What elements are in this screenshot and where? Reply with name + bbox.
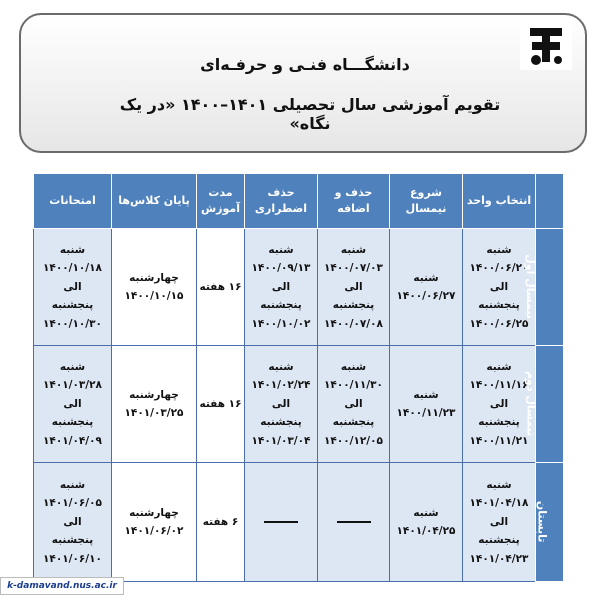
cell-adddrop (318, 463, 390, 582)
col-header-emergency: حذف اضطراری (245, 174, 318, 229)
semester-label-text: نیمسال اول (524, 254, 538, 320)
cell-line: ۱۴۰۰/۱۰/۱۸ (43, 262, 102, 275)
cell-duration (197, 229, 245, 346)
cell-text: ۶ هفته (202, 515, 239, 528)
cell-line: شنبه (340, 361, 367, 374)
cell-line: پنجشنبه (478, 416, 520, 429)
cell-emergency (245, 463, 318, 582)
cell-line: چهارشنبه (129, 506, 179, 519)
cell-duration (197, 463, 245, 582)
cell-line: پنجشنبه (478, 299, 520, 312)
cell-line: شنبه (413, 506, 439, 519)
cell-line: ۱۴۰۱/۰۴/۲۳ (469, 552, 529, 565)
cell-line: پنجشنبه (478, 534, 520, 547)
cell-line: شنبه (486, 479, 512, 492)
cell-line: شنبه (59, 361, 86, 374)
empty-dash (337, 521, 371, 523)
cell-line: ۱۴۰۰/۰۶/۲۵ (469, 317, 529, 330)
cell-line: ۱۴۰۰/۱۱/۲۳ (396, 407, 456, 419)
cell-line: پنجشنبه (332, 416, 375, 429)
cell-line: ۱۴۰۰/۱۱/۳۰ (324, 379, 383, 392)
table-row (34, 463, 564, 582)
cell-line: شنبه (268, 244, 294, 257)
cell-line: ۱۴۰۰/۱۱/۱۶ (469, 379, 529, 392)
cell-line: ۱۴۰۰/۱۰/۱۵ (124, 290, 184, 302)
cell-emergency (245, 229, 318, 346)
cell-line: الی (63, 280, 82, 293)
header-row (34, 174, 564, 229)
cell-line: شنبه (59, 479, 86, 492)
cell-classend (112, 229, 197, 346)
cell-line: الی (271, 280, 291, 293)
cell-line: شنبه (486, 244, 512, 257)
table-body (34, 229, 564, 582)
cell-line: ۱۴۰۱/۰۳/۲۵ (124, 407, 184, 419)
cell-start (390, 229, 463, 346)
academic-calendar-table (33, 173, 564, 582)
cell-line: ۱۴۰۰/۰۶/۲۷ (396, 290, 456, 302)
website-url[interactable]: k-damavand.nus.ac.ir (0, 577, 124, 595)
cell-line: ۱۴۰۰/۰۷/۰۳ (324, 262, 383, 275)
cell-text: ۱۶ هفته (199, 397, 242, 410)
cell-line: ۱۴۰۱/۰۳/۲۸ (43, 379, 102, 392)
cell-start (390, 463, 463, 582)
semester-label-text: تابستان (535, 501, 549, 543)
cell-line: شنبه (413, 271, 439, 284)
semester-label-text: نیمسال دوم (524, 371, 537, 437)
cell-exams (34, 463, 112, 582)
cell-line: پنجشنبه (260, 416, 302, 429)
university-logo-icon (520, 20, 572, 70)
cell-line: پنجشنبه (51, 416, 94, 429)
cell-classend (112, 463, 197, 582)
cell-line: ۱۴۰۱/۰۶/۱۰ (43, 552, 102, 565)
cell-line: ۱۴۰۱/۰۴/۲۵ (396, 525, 456, 537)
corner-cell (536, 174, 564, 229)
cell-line: ۱۴۰۱/۰۴/۰۹ (43, 434, 102, 447)
cell-line: ۱۴۰۰/۰۶/۲۰ (469, 262, 529, 275)
cell-line: الی (63, 515, 82, 528)
cell-text: ۱۶ هفته (199, 280, 242, 293)
cell-classend (112, 346, 197, 463)
cell-emergency (245, 346, 318, 463)
cell-line: الی (489, 280, 509, 293)
table-row (34, 229, 564, 346)
cell-line: ۱۴۰۱/۰۶/۰۲ (124, 525, 184, 537)
cell-line: ۱۴۰۱/۰۳/۰۴ (251, 434, 311, 447)
cell-line: چهارشنبه (129, 388, 179, 401)
cell-adddrop (318, 229, 390, 346)
cell-line: پنجشنبه (51, 534, 94, 547)
col-header-select: انتخاب واحد (463, 174, 536, 229)
cell-line: ۱۴۰۰/۰۷/۰۸ (324, 317, 383, 330)
col-header-start: شروع نیمسال (390, 174, 463, 229)
col-header-classend: پایان کلاس‌ها (112, 174, 197, 229)
cell-line: شنبه (413, 388, 439, 401)
cell-line: شنبه (268, 361, 294, 374)
cell-line: ۱۴۰۰/۱۰/۰۲ (251, 317, 311, 330)
cell-line: شنبه (340, 244, 367, 257)
cell-duration (197, 346, 245, 463)
cell-line: ۱۴۰۱/۰۲/۲۴ (251, 379, 311, 392)
semester-label (524, 229, 564, 346)
semester-label (524, 346, 564, 463)
cell-line: الی (344, 280, 363, 293)
cell-line: شنبه (486, 361, 512, 374)
cell-line: ۱۴۰۱/۰۴/۱۸ (469, 497, 529, 510)
cell-exams (34, 346, 112, 463)
cell-line: الی (63, 397, 82, 410)
cell-line: ۱۴۰۰/۱۰/۳۰ (43, 317, 102, 330)
cell-start (390, 346, 463, 463)
cell-line: ۱۴۰۰/۱۱/۲۱ (469, 434, 529, 447)
cell-line: الی (489, 397, 509, 410)
cell-line: پنجشنبه (51, 299, 94, 312)
empty-dash (264, 521, 298, 523)
university-name: دانشگـــاه فنـی و حرفـه‌ای (200, 55, 410, 74)
cell-line: الی (344, 397, 363, 410)
cell-line: چهارشنبه (129, 271, 179, 284)
col-header-duration: مدت آموزش (197, 174, 245, 229)
cell-line: الی (489, 515, 509, 528)
cell-line: ۱۴۰۰/۰۹/۱۳ (251, 262, 311, 275)
cell-line: ۱۴۰۱/۰۶/۰۵ (43, 497, 102, 510)
cell-line: ۱۴۰۰/۱۲/۰۵ (324, 434, 383, 447)
cell-line: شنبه (59, 244, 86, 257)
cell-line: الی (271, 397, 291, 410)
col-header-exams: امتحانات (34, 174, 112, 229)
cell-line: پنجشنبه (332, 299, 375, 312)
cell-exams (34, 229, 112, 346)
semester-label (536, 463, 564, 582)
col-header-adddrop: حذف و اضافه (318, 174, 390, 229)
cell-adddrop (318, 346, 390, 463)
table-row (34, 346, 564, 463)
calendar-title: تقویم آموزشی سال تحصیلی ۱۴۰۱–۱۴۰۰ «در یک نگاه» (119, 95, 501, 133)
cell-line: پنجشنبه (260, 299, 302, 312)
